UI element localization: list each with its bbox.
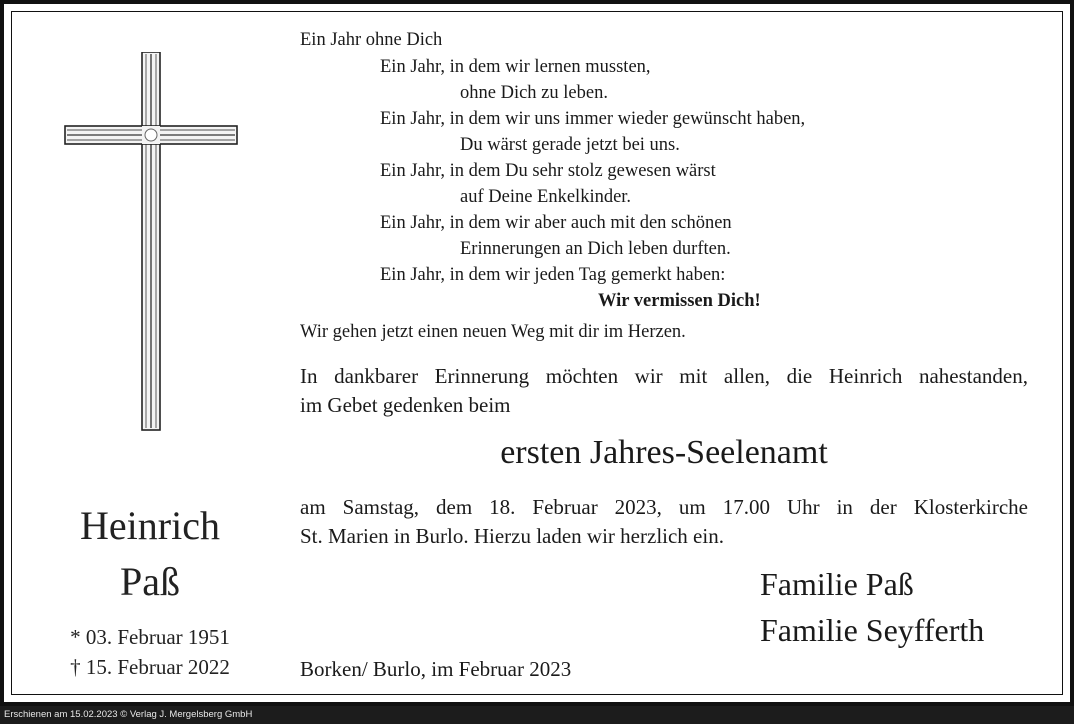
deceased-last-name: Paß <box>120 559 180 604</box>
poem-line: Ein Jahr, in dem wir uns immer wieder gewünscht haben, <box>380 109 806 129</box>
signature-family-seyfferth: Familie Seyfferth <box>760 612 985 648</box>
poem-line: Ein Jahr, in dem wir lernen mussten, <box>380 57 651 77</box>
death-date: † 15. Februar 2022 <box>70 655 230 679</box>
event-title: ersten Jahres-Seelenamt <box>500 434 828 471</box>
event-details-line-1: am Samstag, dem 18. Februar 2023, um 17.00 Uhr in der Klosterkirche <box>300 495 1028 519</box>
poem-emphasis-line: Wir vermissen Dich! <box>598 291 761 311</box>
poem-line: auf Deine Enkelkinder. <box>460 187 632 207</box>
poem-line: Du wärst gerade jetzt bei uns. <box>460 135 680 155</box>
poem-closing-line: Wir gehen jetzt einen neuen Weg mit dir im Herzen. <box>300 322 686 342</box>
place-and-date: Borken/ Burlo, im Februar 2023 <box>300 657 572 681</box>
event-details-line-2: St. Marien in Burlo. Hierzu laden wir herzlich ein. <box>300 524 724 548</box>
birth-date: * 03. Februar 1951 <box>70 625 230 649</box>
publication-footer: Erschienen am 15.02.2023 © Verlag J. Mergelsberg GmbH <box>0 706 1074 724</box>
poem-line: Ein Jahr, in dem wir aber auch mit den schönen <box>380 213 732 233</box>
poem-line: Ein Jahr ohne Dich <box>300 30 443 50</box>
deceased-first-name: Heinrich <box>80 503 220 548</box>
christian-cross-icon <box>62 52 240 432</box>
invitation-line-1: In dankbarer Erinnerung möchten wir mit allen, die Heinrich nahestanden, <box>300 364 1028 388</box>
signature-family-pass: Familie Paß <box>760 566 914 602</box>
invitation-line-2: im Gebet gedenken beim <box>300 393 511 417</box>
poem-line: ohne Dich zu leben. <box>460 83 608 103</box>
poem-line: Ein Jahr, in dem wir jeden Tag gemerkt haben: <box>380 265 726 285</box>
poem-line: Erinnerungen an Dich leben durften. <box>460 239 731 259</box>
poem-line: Ein Jahr, in dem Du sehr stolz gewesen wärst <box>380 161 716 181</box>
